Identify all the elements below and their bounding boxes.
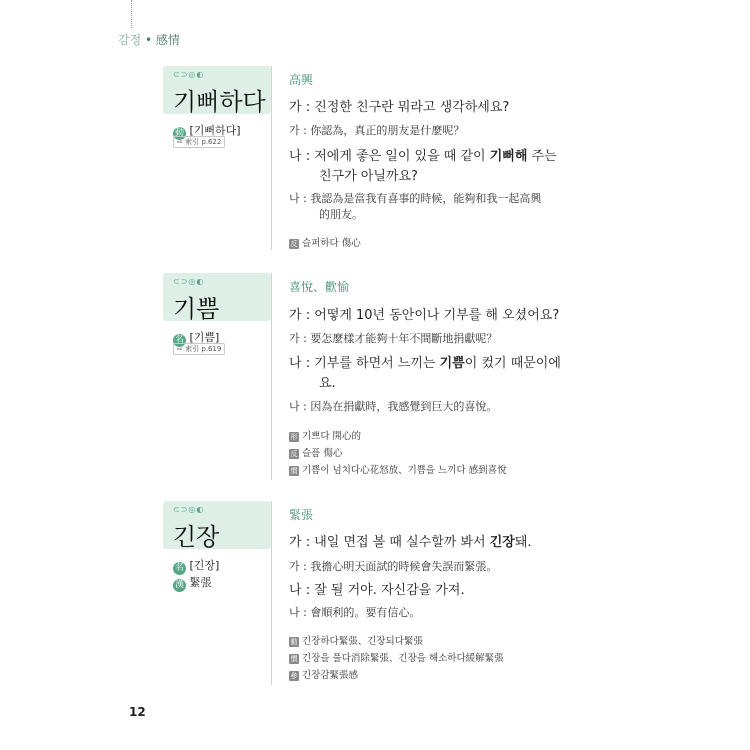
related-tag: 慣 [290, 655, 298, 663]
dialog-line-translation: 가 : 你認為，真正的朋友是什麼呢？ [289, 124, 465, 137]
dialog-line-translation: 나 : 因為在捐獻時，我感覺到巨大的喜悅。 [289, 400, 498, 413]
related-tag: 形 [290, 433, 298, 441]
related-tag: 參 [290, 672, 298, 680]
headword-box [163, 273, 271, 321]
divider-line [271, 273, 272, 480]
related-word: 參 긴장감緊張感 [290, 670, 359, 681]
dialog-line-translation: 가 : 要怎麼樣才能夠十年不間斷地捐獻呢？ [289, 332, 498, 345]
margin-dotted-line [131, 0, 132, 28]
level-icons: ⊂⊃◎◐ [173, 277, 205, 286]
dialog-line-cont: 친구가 아닐까요? [319, 169, 418, 184]
dialog-line: 가 : 내일 면접 볼 때 실수할까 봐서 긴장돼. [289, 535, 532, 550]
chapter-header [118, 31, 180, 48]
dialog-line: 가 : 진정한 친구란 뭐라고 생각하세요? [289, 100, 510, 115]
level-icons: ⊂⊃◎◐ [173, 505, 205, 514]
headword: 기뻐하다 [173, 88, 266, 116]
chapter-title-zh: • 感情 [145, 33, 180, 47]
related-tag: 反 [290, 240, 298, 248]
hanja-text: 緊張 [189, 576, 212, 589]
level-icons: ⊂⊃◎◐ [173, 70, 205, 79]
entry-gippeohada [163, 66, 587, 250]
highlight-word: 기쁨 [439, 356, 465, 371]
entry-gippeum [163, 273, 587, 480]
chapter-title-ko: 감정 [118, 33, 142, 47]
dialog-line-translation: 나 : 我認為是當我有喜事的時候，能夠和我一起高興 [289, 192, 542, 205]
headword-box [163, 501, 271, 549]
dialog-line-translation-cont: 的朋友。 [319, 208, 363, 221]
divider-line [271, 66, 272, 250]
meaning: 緊張 [289, 508, 314, 522]
related-word: 慣 기쁨이 넘치다心花怒放、기쁨을 느끼다 感到喜悅 [290, 465, 507, 476]
related-word: 慣 긴장을 풀다消除緊張、긴장을 해소하다緩解緊張 [290, 653, 504, 664]
hanja-tag: 漢 [174, 580, 184, 590]
dialog-line: 나 : 기부를 하면서 느끼는 기쁨이 컸기 때문이에 [289, 356, 561, 371]
dialog-line: 나 : 잘 될 거야. 자신감을 가져. [289, 583, 465, 598]
dialog-line-cont: 요. [319, 376, 336, 391]
entry-ginjang [163, 501, 587, 685]
hanja-origin [173, 574, 212, 592]
related-word: 反 슬퍼하다 傷心 [290, 238, 361, 249]
related-tag: 動 [290, 638, 298, 646]
related-tag: 反 [290, 450, 298, 458]
related-tag: 慣 [290, 467, 298, 475]
headword: 긴장 [173, 523, 220, 551]
pos-tag: 動 [174, 128, 184, 138]
page-number: 12 [129, 705, 146, 719]
pos-tag: 名 [174, 335, 184, 345]
highlight-word: 긴장 [489, 535, 515, 550]
part-of-speech [173, 557, 219, 575]
index-reference[interactable]: ⇨ 索引 p.619 [173, 343, 225, 355]
headword: 기쁨 [173, 295, 220, 323]
pos-tag: 名 [174, 563, 184, 573]
meaning: 喜悅、歡愉 [289, 280, 350, 294]
index-reference[interactable]: ⇨ 索引 p.622 [173, 136, 225, 148]
pronunciation: [기뻐하다] [189, 124, 241, 137]
highlight-word: 기뻐해 [489, 149, 528, 164]
related-word: 形 기쁘다 開心的 [290, 431, 362, 442]
dialog-line-translation: 가 : 我擔心明天面試的時候會失誤而緊張。 [289, 560, 498, 573]
dialog-line: 가 : 어떻게 10년 동안이나 기부를 해 오셨어요? [289, 308, 560, 323]
pronunciation: [기쁨] [189, 331, 220, 344]
related-word: 反 슬픔 傷心 [290, 448, 343, 459]
dialog-line-translation: 나 : 會順利的。要有信心。 [289, 606, 421, 619]
headword-box [163, 66, 271, 114]
meaning: 高興 [289, 73, 314, 87]
pronunciation: [긴장] [189, 559, 220, 572]
divider-line [271, 501, 272, 685]
related-word: 動 긴장하다緊張、긴장되다緊張 [290, 636, 423, 647]
dialog-line: 나 : 저에게 좋은 일이 있을 때 같이 기뻐해 주는 [289, 149, 557, 164]
